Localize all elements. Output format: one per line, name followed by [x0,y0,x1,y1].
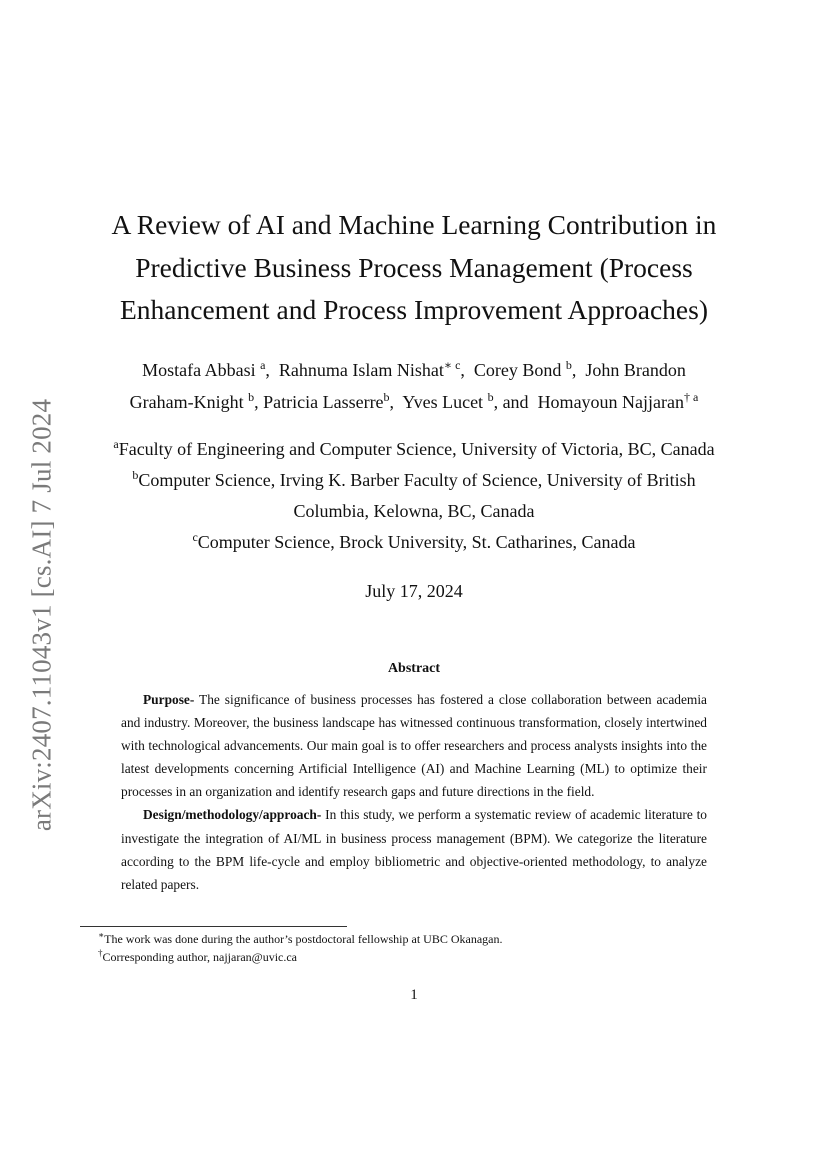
abstract-purpose-text: The significance of business processes has fostered a close collaboration between academia and industry. Moreover, the business landscape has witnessed continuous transformation, closely intertwined with technological advancements. Our main goal is to offer researchers and process analysts insights into the latest developments concerning Artificial Intelligence (AI) and Machine Learning (ML) to optimize their processes in an organization and identify research gaps and future directions in the field. [121,692,707,800]
title-line-1: A Review of AI and Machine Learning Contribution in [111,209,717,240]
footnote-rule [80,926,347,927]
page-number: 1 [410,987,418,1003]
abstract-design-label: Design/methodology/approach- [143,807,322,823]
author-name: Graham-Knight [129,392,244,412]
footnotes [80,930,760,966]
footnote-mark: ∗ [98,930,105,940]
author-list [60,354,768,418]
title-line-3: Enhancement and Process Improvement Approaches) [119,294,708,325]
author-name: John Brandon [585,360,686,380]
footnote-text: Corresponding author, najjaran@uvic.ca [102,950,298,964]
author-affiliation-mark: b [487,390,494,404]
affiliation-mark: a [113,437,119,451]
author-name: Patricia Lasserre [263,392,384,412]
author-line-1: Mostafa Abbasi $^a$, Rahnuma Islam Nishat$^{∗ c}$, Corey Bond $^b$, John Brandon [142,358,686,380]
footnote-2 [80,948,760,966]
footnote-text: The work was done during the author’s postdoctoral fellowship at UBC Okanagan. [104,932,503,946]
author-name: Mostafa Abbasi [142,360,256,380]
affiliation-b-continued: Columbia, Kelowna, BC, Canada [293,501,535,521]
affiliation-text: Faculty of Engineering and Computer Science, University of Victoria, BC, Canada [118,439,715,459]
affiliation-text: Computer Science, Brock University, St. Catharines, Canada [197,532,636,552]
affiliation-a [60,434,768,465]
author-affiliation-mark: a [260,358,266,372]
affiliation-c [60,527,768,558]
abstract-purpose-label: Purpose- [143,692,195,707]
publication-date: July 17, 2024 [365,581,463,601]
affiliation-b [60,465,768,496]
affiliation-list [60,434,768,558]
abstract-purpose-paragraph [121,688,707,803]
abstract-body [121,688,707,896]
paper-title [80,204,748,332]
abstract-design-paragraph [121,803,707,895]
abstract-design-text: In this study, we perform a systematic review of academic literature to investigate the integration of AI/ML in business process management (BPM). We categorize the literature according to the BPM life-cycle and employ bibliometric and objective-oriented methodology, to analyze related papers. [121,807,707,892]
author-name: Corey Bond [473,360,562,380]
author-affiliation-mark: † a [684,390,699,404]
author-affiliation-mark: ∗ c [443,358,461,372]
affiliation-mark: c [192,530,198,544]
author-line-2: Graham-Knight $^b$, Patricia Lasserre$^b$, Yves Lucet $^b$, and Homayoun Najjaran$^{\dagger a}$ [129,390,699,412]
author-name: Yves Lucet [402,392,484,412]
author-name: Rahnuma Islam Nishat [278,360,444,380]
arxiv-identifier-stamp: arXiv:2407.11043v1 [cs.AI] 7 Jul 2024 [26,398,57,832]
footnote-mark: † [98,948,103,958]
footnote-1 [80,930,760,948]
author-name: Homayoun Najjaran [537,392,685,412]
author-conjunction: and [502,392,529,412]
affiliation-mark: b [132,468,139,482]
abstract-heading: Abstract [387,661,441,676]
title-line-2: Predictive Business Process Management (Process [135,251,693,283]
affiliation-text: Computer Science, Irving K. Barber Faculty of Science, University of British [138,470,696,490]
author-affiliation-mark: b [383,390,390,404]
author-affiliation-mark: b [565,358,572,372]
author-affiliation-mark: b [248,390,255,404]
